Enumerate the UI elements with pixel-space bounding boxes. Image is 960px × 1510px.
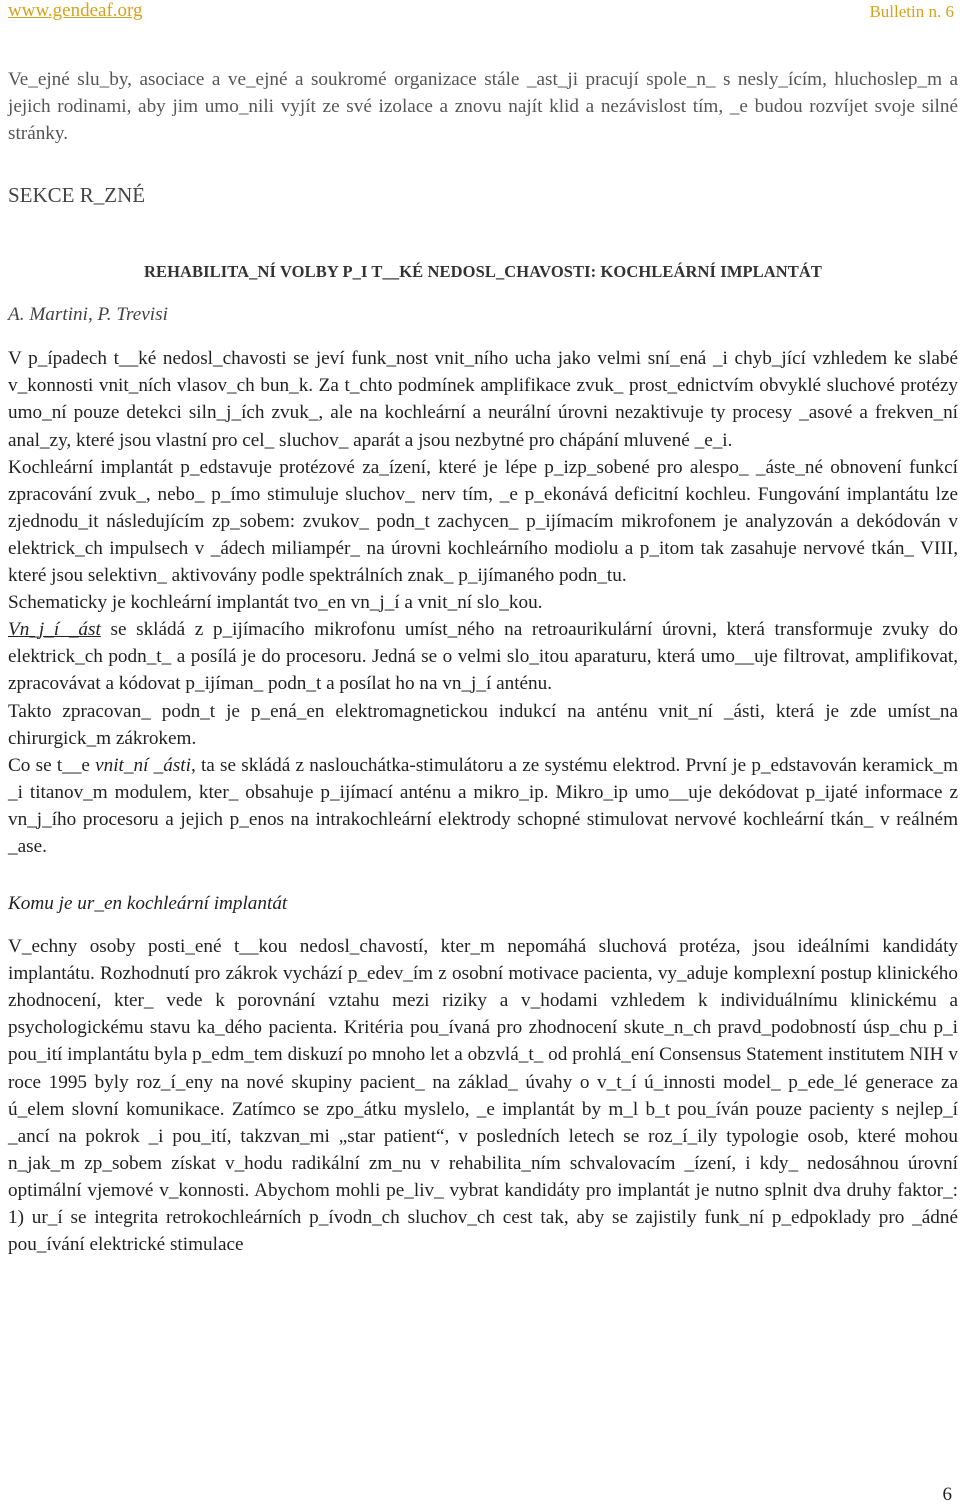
bulletin-number: Bulletin n. 6 (869, 2, 954, 21)
paragraph-4 (8, 616, 958, 697)
document-body (8, 66, 958, 1258)
intro-paragraph: Ve_ejné slu_by, asociace a ve_ejné a soukromé organizace stále _ast_ji pracují spole_n_ s nesly_ícím, hluchoslep_m a jejich rodinami, aby jim umo_nili vyjít ze své izolace a znovu najít klid a nezávislost tím, _e budou rozvíjet svoje silné stránky. (8, 69, 958, 145)
paragraph-3: Schematicky je kochleární implantát tvo_en vn_j_í a vnit_ní slo_kou. (8, 592, 543, 614)
paragraph-6-lead: Co se t__e (8, 754, 96, 776)
site-link[interactable]: www.gendeaf.org (8, 0, 143, 21)
paragraph-4-text: se skládá z p_ijímacího mikrofonu umíst_ného na retroaurikulární úrovni, která transformuje zvuky do elektrick_ch podn_t_ a posílá je do procesoru. Jedná se o velmi slo_itou aparaturu, která umo__uje filtrovat, amplifikovat, zpracovávat a kódovat p_ijíman_ podn_t a posílat ho na vn_j_í anténu. (8, 619, 958, 695)
paragraph-6 (8, 752, 958, 860)
section-heading: SEKCE R_ZNÉ (8, 183, 146, 208)
paragraph-6-text: , ta se skládá z naslouchátka-stimulátoru a ze systému elektrod. První je p_edstavován keramick_m _i titanov_m modulem, kter_ obsahuje p_ijímací anténu a mikro_ip. Mikro_ip umo__uje dekódovat p_ijaté informace z vn_j_ího procesoru a jejich p_enos na intrakochleární elektrody schopné stimulovat nervové kochleární tkán_ v reálném _ase. (8, 754, 958, 857)
inner-part-term: vnit_ní _ásti (95, 754, 191, 776)
article-title: REHABILITA_NÍ VOLBY P_I T__KÉ NEDOSL_CHAVOSTI: KOCHLEÁRNÍ IMPLANTÁT (143, 262, 823, 282)
page-number: 6 (942, 1484, 952, 1505)
outer-part-term: Vn_j_í _ást (8, 619, 101, 641)
paragraph-5: Takto zpracovan_ podn_t je p_ená_en elektromagnetickou indukcí na anténu vnit_ní _ásti, která je zde umíst_na chirurgick_m zákrokem. (8, 700, 958, 749)
subheading: Komu je ur_en kochleární implantát (8, 893, 288, 915)
page-header (0, 0, 960, 26)
article-authors: A. Martini, P. Trevisi (8, 304, 168, 326)
paragraph-2: Kochleární implantát p_edstavuje protézové za_ízení, které je lépe p_izp_sobené pro alespo_ _áste_né obnovení funkcí zpracování zvuk_, nebo_ p_ímo stimuluje sluchov_ nerv tím, _e p_ekonává deficitní kochleu. Fungování implantátu lze zjednodu_it následujícím zp_sobem: zvukov_ podn_t zachycen_ p_ijímacím mikrofonem je analyzován a dekódován v elektrick_ch impulsech v _ádech miliampér_ na úrovni kochleárního modiolu a p_itom tak zasahuje nervové tkán_ VIII, které jsou selektivn_ aktivovány podle spektrálních znak_ p_ijímaného podn_tu. (8, 456, 958, 587)
paragraph-1: V p_ípadech t__ké nedosl_chavosti se jeví funk_nost vnit_ního ucha jako velmi sní_ená _i chyb_jící vzhledem ke slabé v_konnosti vnit_ních vlasov_ch bun_k. Za t_chto podmínek amplifikace zvuk_ prost_ednictvím obvyklé sluchové protézy umo_ní pouze detekci siln_j_ích zvuk_, ale na kochleární a neurální úrovni nezaktivuje ty procesy _asové a frekven_ní anal_zy, které jsou vlastní pro cel_ sluchov_ aparát a jsou nezbytné pro chápání mluvené _e_i. (8, 348, 958, 451)
paragraph-7: V_echny osoby posti_ené t__kou nedosl_chavostí, kter_m nepomáhá sluchová protéza, jsou ideálními kandidáty implantátu. Rozhodnutí pro zákrok vychází p_edev_ím z osobní motivace pacienta, vy_aduje komplexní postup klinického zhodnocení, kter_ vede k porovnání vztahu mezi riziky a v_hodami vzhledem k individuálnímu klinickému a psychologickému stavu ka_dého pacienta. Kritéria pou_ívaná pro zhodnocení skute_n_ch pravd_podobností úsp_chu p_i pou_ití implantátu byla p_edm_tem diskuzí po mnoho let a obzvlá_t_ od prohlá_ení Consensus Statement institutem NIH v roce 1995 byly roz_í_eny na nové skupiny pacient_ na základ_ úvahy o v_t_í ú_innosti model_ p_ede_lé generace za ú_elem slovní komunikace. Zatímco se zpo_átku myslelo, _e implantát by m_l b_t pou_íván pouze pacienty s nejlep_í _ancí na pokrok _i pou_ití, takzvan_mi „star patient“, v posledních letech se roz_í_ily typologie osob, které mohou n_jak_m zp_sobem získat v_hodu radikální zm_nu v rehabilita_ním schvalovacím _ízení, i kdy_ nedosáhnou úrovní optimální vjemové v_konnosti. Abychom mohli pe_liv_ vybrat kandidáty pro implantát je nutno splnit dva druhy faktor_: 1) ur_í se integrita retrokochleárních p_ívodn_ch sluchov_ch cest tak, aby se zajistily funk_ní p_edpoklady pro _ádné pou_ívání elektrické stimulace (8, 936, 958, 1256)
